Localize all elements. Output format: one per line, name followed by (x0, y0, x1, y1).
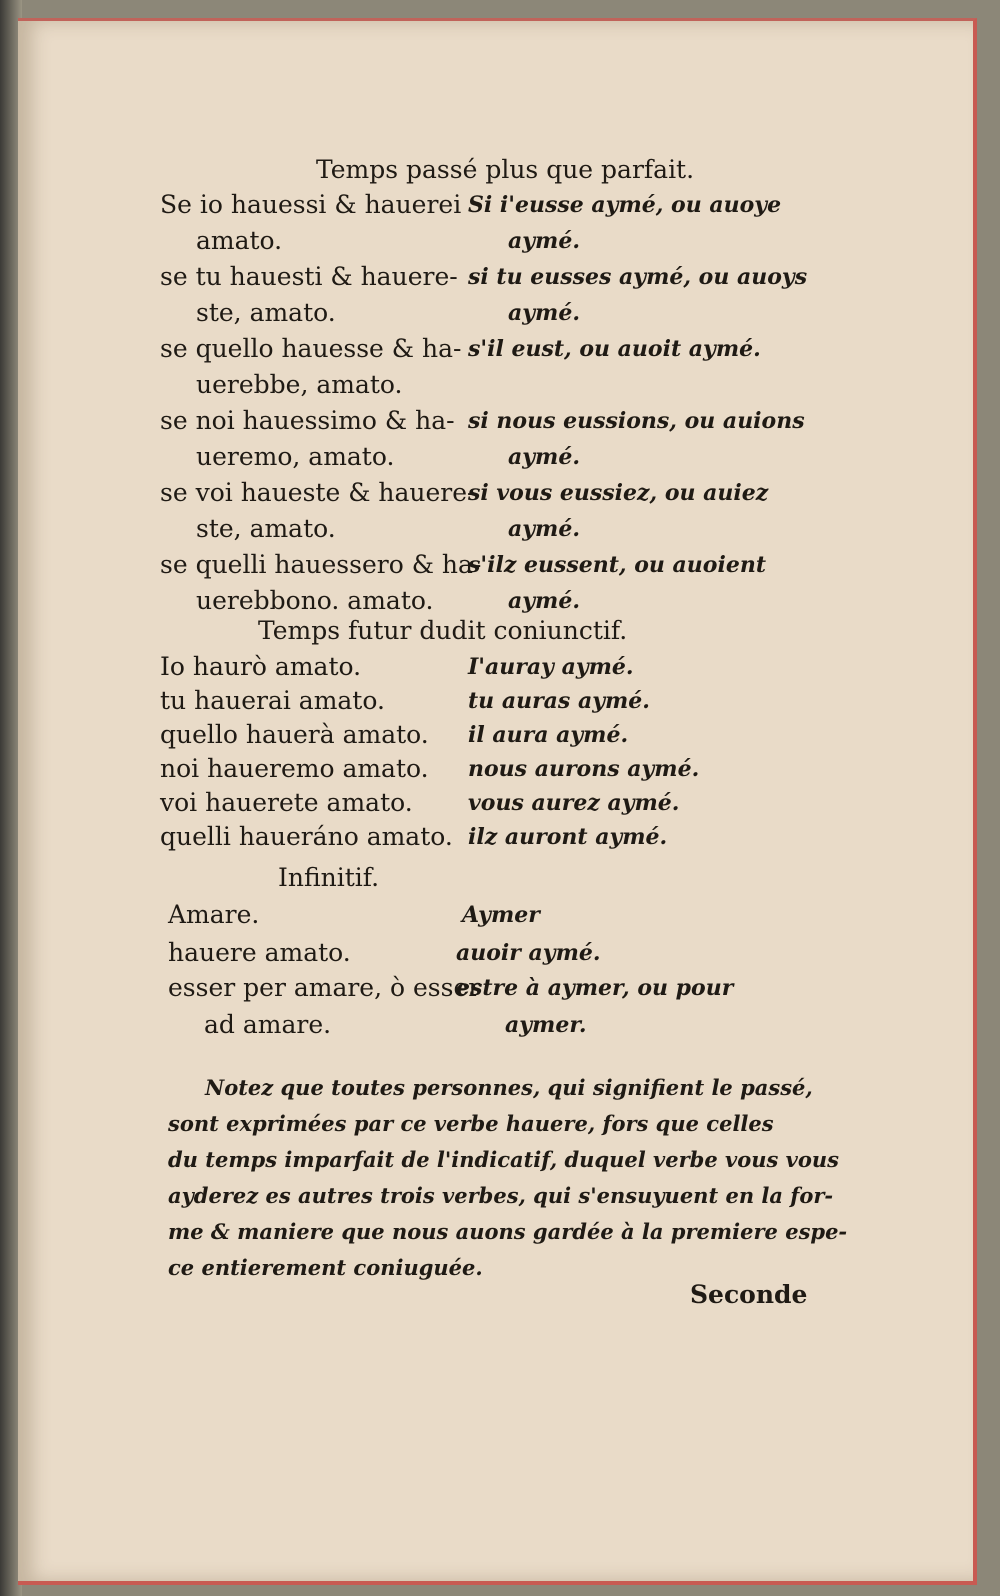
french-form: si tu eusses aymé, ou auoys (468, 264, 808, 290)
note-line: ayderez es autres trois verbes, qui s'ensuyuent en la for- (168, 1183, 834, 1208)
italian-form: ste, amato. (196, 514, 336, 543)
french-form: Si i'eusse aymé, ou auoye (468, 192, 782, 218)
french-form: aymé. (508, 228, 580, 254)
italian-form: uerebbono. amato. (196, 586, 434, 615)
italian-form: Se io hauessi & hauerei (160, 190, 462, 219)
french-form: Aymer (462, 902, 540, 928)
italian-form: hauere amato. (168, 938, 351, 967)
french-form: si vous eussiez, ou auiez (468, 480, 769, 506)
french-form: aymé. (508, 300, 580, 326)
french-form: ilz auront aymé. (468, 824, 668, 850)
italian-form: ste, amato. (196, 298, 336, 327)
italian-form: se quelli hauessero & ha- (160, 550, 482, 579)
italian-form: amato. (196, 226, 283, 255)
note-line: sont exprimées par ce verbe hauere, fors que celles (168, 1111, 774, 1136)
french-form: s'il eust, ou auoit aymé. (468, 336, 761, 362)
french-form: nous aurons aymé. (468, 756, 700, 782)
italian-form: tu hauerai amato. (160, 686, 385, 715)
catchword: Seconde (690, 1280, 808, 1309)
note-line: Notez que toutes personnes, qui signifient le passé, (205, 1075, 813, 1100)
heading-plus-que-parfait: Temps passé plus que parfait. (316, 155, 695, 184)
french-form: il aura aymé. (468, 722, 629, 748)
italian-form: Amare. (168, 900, 260, 929)
italian-form: voi hauerete amato. (160, 788, 413, 817)
french-form: aymé. (508, 444, 580, 470)
italian-form: se quello hauesse & ha- (160, 334, 462, 363)
french-form: I'auray aymé. (468, 654, 634, 680)
note-line: me & maniere que nous auons gardée à la premiere espe- (168, 1219, 848, 1244)
french-form: auoir aymé. (456, 940, 601, 966)
french-form: tu auras aymé. (468, 688, 650, 714)
italian-form: quelli haueráno amato. (160, 822, 453, 851)
heading-futur: Temps futur dudit coniunctif. (258, 616, 628, 645)
italian-form: ad amare. (204, 1010, 332, 1039)
italian-form: noi haueremo amato. (160, 754, 429, 783)
italian-form: esser per amare, ò esser (168, 973, 481, 1002)
italian-form: se noi hauessimo & ha- (160, 406, 455, 435)
french-form: estre à aymer, ou pour (456, 975, 734, 1001)
french-form: aymer. (505, 1012, 587, 1038)
french-form: si nous eussions, ou auions (468, 408, 805, 434)
french-form: s'ilz eussent, ou auoient (468, 552, 766, 578)
french-form: aymé. (508, 588, 580, 614)
italian-form: se voi haueste & hauere- (160, 478, 476, 507)
heading-infinitif: Infinitif. (278, 863, 380, 892)
italian-form: uerebbe, amato. (196, 370, 403, 399)
italian-form: Io haurò amato. (160, 652, 362, 681)
italian-form: se tu hauesti & hauere- (160, 262, 458, 291)
note-line: du temps imparfait de l'indicatif, duquel verbe vous vous (168, 1147, 839, 1172)
italian-form: ueremo, amato. (196, 442, 395, 471)
note-line: ce entierement coniuguée. (168, 1255, 483, 1280)
french-form: aymé. (508, 516, 580, 542)
italian-form: quello hauerà amato. (160, 720, 429, 749)
french-form: vous aurez aymé. (468, 790, 680, 816)
